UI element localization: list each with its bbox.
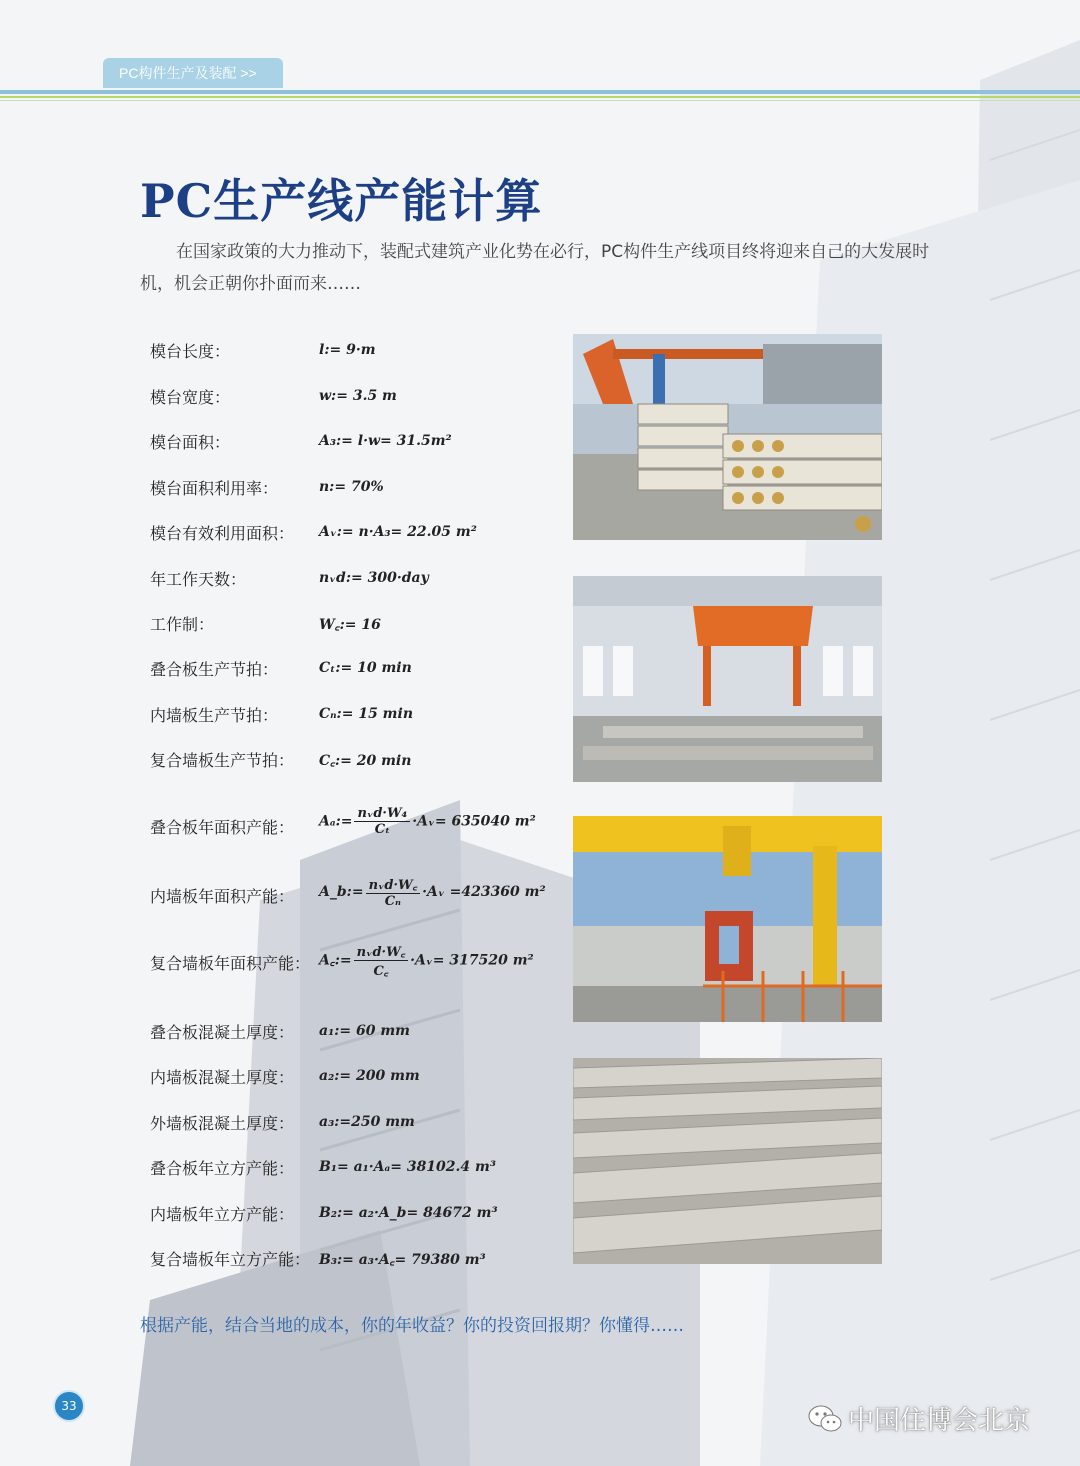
capacity-label: 叠合板年面积产能： (150, 818, 295, 837)
param-formula: Aᵥ:= n·A₃= 22.05 m² (319, 524, 477, 540)
volume-formula: B₁= a₁·Aₐ= 38102.4 m³ (319, 1159, 496, 1175)
intro-paragraph: 在国家政策的大力推动下，装配式建筑产业化势在必行，PC构件生产线项目终将迎来自己的大发展时机，机会正朝你扑面而来…… (140, 242, 930, 294)
capacity-formula: A_b:= $\frac{\text{nᵥd·W꜀}}{\text{Cₙ}}$ ·Aᵥ =423360 m² (319, 875, 546, 909)
param-formula: l:= 9·m (319, 342, 376, 358)
capacity-formula: A꜀:= $\frac{\text{nᵥd·W꜀}}{C꜀}$ ·Aᵥ= 317520 m² (319, 942, 534, 979)
param-formula: Cₜ:= 10 min (319, 660, 412, 676)
thickness-formula: a₂:= 200 mm (319, 1068, 420, 1084)
thickness-formula: a₁:= 60 mm (319, 1023, 410, 1039)
watermark-text: 中国住博会北京 (848, 1406, 1031, 1436)
param-formula: W꜀:= 16 (319, 617, 381, 633)
page-number: 33 (53, 1390, 85, 1422)
thickness-label: 外墙板混凝土厚度： (150, 1114, 295, 1133)
photo-factory-interior (573, 576, 882, 782)
volume-formula: B₂:= a₂·A_b= 84672 m³ (319, 1205, 498, 1221)
param-formula: Cₙ:= 15 min (319, 706, 413, 722)
param-label: 模台面积利用率： (150, 479, 279, 498)
capacity-label: 内墙板年面积产能： (150, 887, 295, 906)
param-label: 复合墙板生产节拍： (150, 751, 295, 770)
param-label: 模台宽度： (150, 388, 231, 407)
section-tab: PC构件生产及装配 >> (103, 58, 283, 88)
volume-label: 复合墙板年立方产能： (150, 1250, 311, 1269)
wechat-icon (808, 1404, 842, 1434)
photo-precast-beams (573, 1058, 882, 1264)
closing-question: 根据产能，结合当地的成本，你的年收益？你的投资回报期？你懂得…… (140, 1316, 684, 1336)
wechat-watermark (808, 1400, 1030, 1437)
param-label: 模台面积： (150, 433, 231, 452)
photo-gantry-crane (573, 816, 882, 1022)
volume-label: 内墙板年立方产能： (150, 1205, 295, 1224)
param-formula: C꜀:= 20 min (319, 753, 412, 769)
param-label: 叠合板生产节拍： (150, 660, 279, 679)
capacity-formula: Aₐ:= $\frac{\text{nᵥd·W₄}}{\text{Cₜ}}$ ·Aᵥ= 635040 m² (319, 806, 536, 837)
param-label: 内墙板生产节拍： (150, 706, 279, 725)
thickness-formula: a₃:=250 mm (319, 1114, 415, 1130)
thickness-label: 内墙板混凝土厚度： (150, 1068, 295, 1087)
param-label: 模台长度： (150, 342, 231, 361)
photo-stacked-slabs (573, 334, 882, 540)
page-title: PC生产线产能计算 (140, 174, 543, 228)
volume-formula: B₃:= a₃·A꜀= 79380 m³ (319, 1252, 486, 1268)
param-label: 年工作天数： (150, 570, 247, 589)
param-formula: n:= 70% (319, 479, 384, 495)
param-formula: w:= 3.5 m (319, 388, 397, 404)
param-formula: nᵥd:= 300·day (319, 570, 429, 586)
volume-label: 叠合板年立方产能： (150, 1159, 295, 1178)
param-label: 模台有效利用面积： (150, 524, 295, 543)
param-formula: A₃:= l·w= 31.5m² (319, 433, 452, 449)
param-label: 工作制： (150, 615, 215, 634)
capacity-label: 复合墙板年面积产能： (150, 954, 311, 973)
thickness-label: 叠合板混凝土厚度： (150, 1023, 295, 1042)
